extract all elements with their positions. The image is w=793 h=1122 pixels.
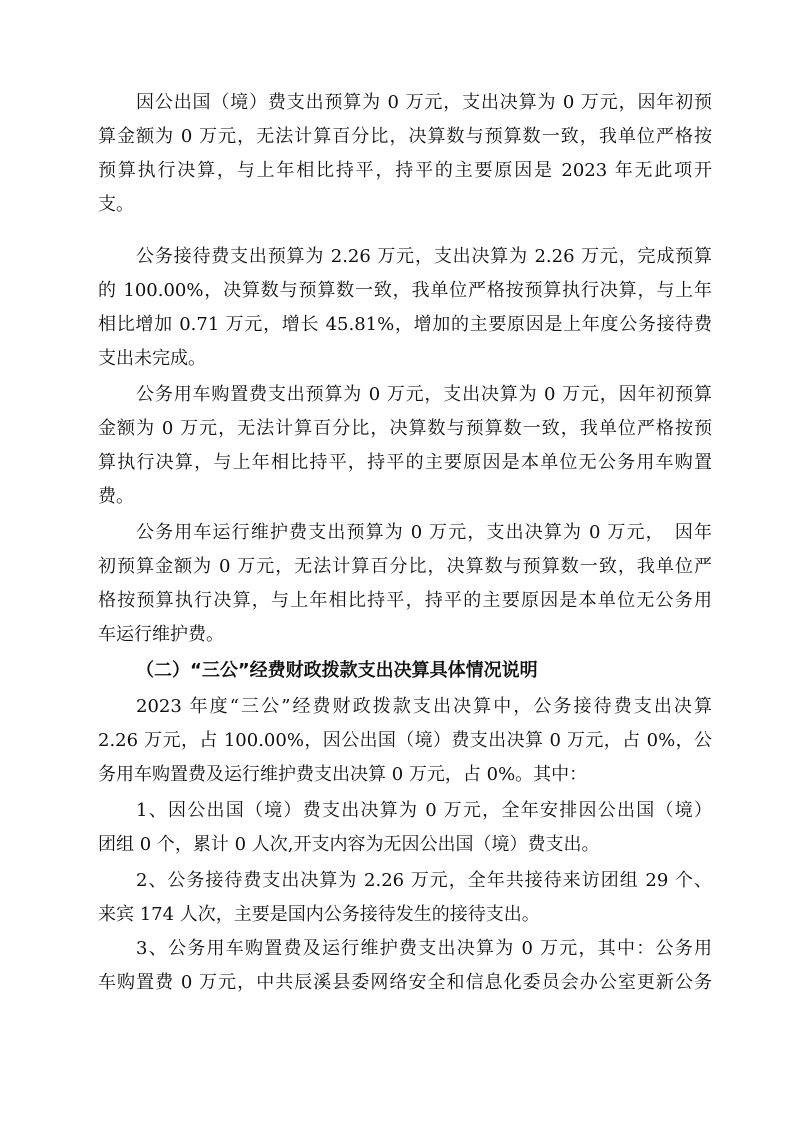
text-line: 3、公务用车购置费及运行维护费支出决算为 0 万元，其中：公务用 bbox=[136, 938, 712, 959]
paragraph-reception bbox=[98, 240, 712, 376]
text-line: 相比增加 0.71 万元，增长 45.81%，增加的主要原因是上年度公务接待费 bbox=[98, 314, 712, 335]
text-line: 公务用车运行维护费支出预算为 0 万元，支出决算为 0 万元， 因年 bbox=[136, 522, 712, 543]
text-line: 因公出国（境）费支出预算为 0 万元，支出决算为 0 万元，因年初预 bbox=[136, 92, 712, 113]
text-line: 1、因公出国（境）费支出决算为 0 万元，全年安排因公出国（境） bbox=[136, 800, 712, 821]
text-line: 的 100.00%，决算数与预算数一致，我单位严格按预算执行决算，与上年 bbox=[98, 280, 712, 301]
text-line: 公务接待费支出预算为 2.26 万元，支出决算为 2.26 万元，完成预算 bbox=[136, 246, 712, 267]
text-line: 2023 年度“三公”经费财政拨款支出决算中，公务接待费支出决算 bbox=[136, 696, 712, 717]
text-line: 公务用车购置费支出预算为 0 万元，支出决算为 0 万元，因年初预算 bbox=[136, 384, 712, 405]
text-line: 预算执行决算，与上年相比持平，持平的主要原因是 2023 年无此项开 bbox=[98, 160, 712, 181]
paragraph-item-1 bbox=[98, 794, 712, 862]
text-line: 算金额为 0 万元，无法计算百分比，决算数与预算数一致，我单位严格按 bbox=[98, 126, 712, 147]
section-heading-text: （二）“三公”经费财政拨款支出决算具体情况说明 bbox=[136, 660, 538, 681]
text-line: 车运行维护费。 bbox=[98, 624, 224, 645]
text-line: 金额为 0 万元，无法计算百分比，决算数与预算数一致，我单位严格按预 bbox=[98, 418, 712, 439]
section-heading bbox=[98, 654, 712, 688]
text-line: 支出未完成。 bbox=[98, 348, 206, 369]
text-line: 车购置费 0 万元，中共辰溪县委网络安全和信息化委员会办公室更新公务 bbox=[98, 972, 712, 993]
text-line: 团组 0 个，累计 0 人次,开支内容为无因公出国（境）费支出。 bbox=[98, 834, 600, 855]
paragraph-summary bbox=[98, 690, 712, 792]
text-line: 来宾 174 人次，主要是国内公务接待发生的接待支出。 bbox=[98, 904, 540, 925]
text-line: 费。 bbox=[98, 486, 134, 507]
text-line: 2、公务接待费支出决算为 2.26 万元，全年共接待来访团组 29 个、 bbox=[136, 870, 712, 891]
text-line: 算执行决算，与上年相比持平，持平的主要原因是本单位无公务用车购置 bbox=[98, 452, 712, 473]
text-line: 格按预算执行决算，与上年相比持平，持平的主要原因是本单位无公务用 bbox=[98, 590, 712, 611]
paragraph-vehicle-purchase bbox=[98, 378, 712, 514]
text-line: 支。 bbox=[98, 194, 134, 215]
paragraph-item-3 bbox=[98, 932, 712, 1000]
text-line: 务用车购置费及运行维护费支出决算 0 万元，占 0%。其中： bbox=[98, 764, 588, 785]
text-line: 2.26 万元，占 100.00%，因公出国（境）费支出决算 0 万元，占 0%，公 bbox=[98, 730, 712, 751]
paragraph-overseas-travel bbox=[98, 86, 712, 222]
paragraph-vehicle-maintenance bbox=[98, 516, 712, 652]
paragraph-item-2 bbox=[98, 864, 712, 932]
text-line: 初预算金额为 0 万元，无法计算百分比，决算数与预算数一致，我单位严 bbox=[98, 556, 712, 577]
